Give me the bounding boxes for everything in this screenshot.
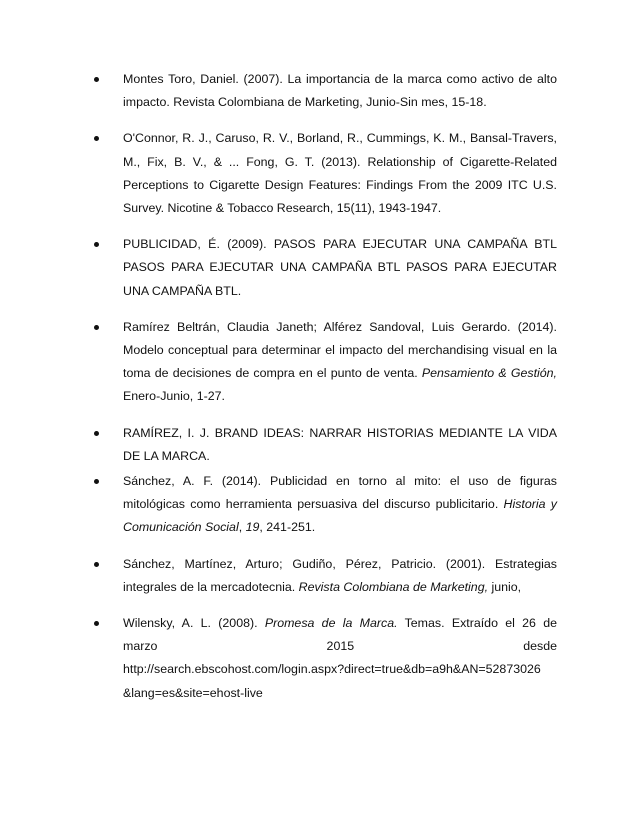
reference-text — [123, 316, 557, 409]
reference-text-part: Ramírez Beltrán, Claudia Janeth; Alférez Sandoval, Luis Gerardo. (2014). Modelo conceptual para determinar el impacto del merchandising visual en la toma de decisiones de compra en el punto de venta. — [123, 319, 557, 381]
bullet-icon — [94, 479, 99, 484]
bullet-icon — [94, 562, 99, 567]
reference-text-part: , 241-251. — [259, 520, 316, 535]
reference-text-part: Temas. Extraído el 26 de — [397, 616, 558, 631]
reference-text — [123, 470, 557, 540]
reference-item — [94, 470, 557, 540]
reference-text — [123, 612, 557, 705]
bullet-icon — [94, 242, 99, 247]
reference-item — [94, 316, 557, 409]
reference-text-part: Enero-Junio, 1-27. — [123, 389, 225, 404]
reference-text-part: , — [238, 520, 246, 535]
volume-number: 19 — [245, 520, 260, 535]
journal-title: Historia y Comunicación Social — [123, 497, 557, 535]
bullet-icon — [94, 621, 99, 626]
reference-item — [94, 68, 557, 114]
reference-url: http://search.ebscohost.com/login.aspx?direct=true&db=a9h&AN=52873026 — [123, 662, 541, 677]
reference-item — [94, 233, 557, 303]
journal-title: Pensamiento & Gestión, — [421, 366, 557, 381]
reference-text: RAMÍREZ, I. J. BRAND IDEAS: NARRAR HISTORIAS MEDIANTE LA VIDA DE LA MARCA. — [123, 425, 557, 463]
reference-item — [94, 612, 557, 705]
reference-text — [123, 553, 557, 599]
reference-url-continued: &lang=es&site=ehost-live — [123, 685, 263, 700]
reference-list — [94, 68, 557, 718]
date-year: 2015 — [326, 639, 355, 654]
reference-text-part: Sánchez, Martínez, Arturo; Gudiño, Pérez, Patricio. (2001). Estrategias integrales de la mercadotecnia. — [123, 556, 557, 594]
reference-item — [94, 553, 557, 599]
reference-text-part: junio, — [488, 579, 522, 594]
book-title: Promesa de la Marca. — [264, 616, 398, 631]
reference-item — [94, 422, 557, 468]
reference-item — [94, 127, 557, 220]
bullet-icon — [94, 325, 99, 330]
bullet-icon — [94, 136, 99, 141]
reference-text-part: Sánchez, A. F. (2014). Publicidad en torno al mito: el uso de figuras mitológicas como herramienta persuasiva del discurso publicitario. — [123, 474, 557, 512]
reference-text: Montes Toro, Daniel. (2007). La importancia de la marca como activo de alto impacto. Revista Colombiana de Marketing, Junio-Sin mes, 15-18. — [123, 72, 557, 110]
bullet-icon — [94, 431, 99, 436]
reference-text: O'Connor, R. J., Caruso, R. V., Borland, R., Cummings, K. M., Bansal-Travers, M., Fix, B. V., & ... Fong, G. T. (2013). Relationship of Cigarette-Related Perceptions to Cigarette Design Features: Findings From the 2009 ITC U.S. Survey. Nicotine & Tobacco Research, 15(11), 1943-1947. — [123, 131, 557, 216]
date-line — [123, 635, 557, 658]
journal-title: Revista Colombiana de Marketing, — [298, 579, 489, 594]
bullet-icon — [94, 77, 99, 82]
date-month: marzo — [123, 639, 158, 654]
date-desde: desde — [523, 639, 557, 654]
reference-text: PUBLICIDAD, É. (2009). PASOS PARA EJECUTAR UNA CAMPAÑA BTL PASOS PARA EJECUTAR UNA CAMPAÑA BTL PASOS PARA EJECUTAR UNA CAMPAÑA BTL. — [123, 237, 557, 298]
reference-text-part: Wilensky, A. L. (2008). — [123, 616, 265, 631]
